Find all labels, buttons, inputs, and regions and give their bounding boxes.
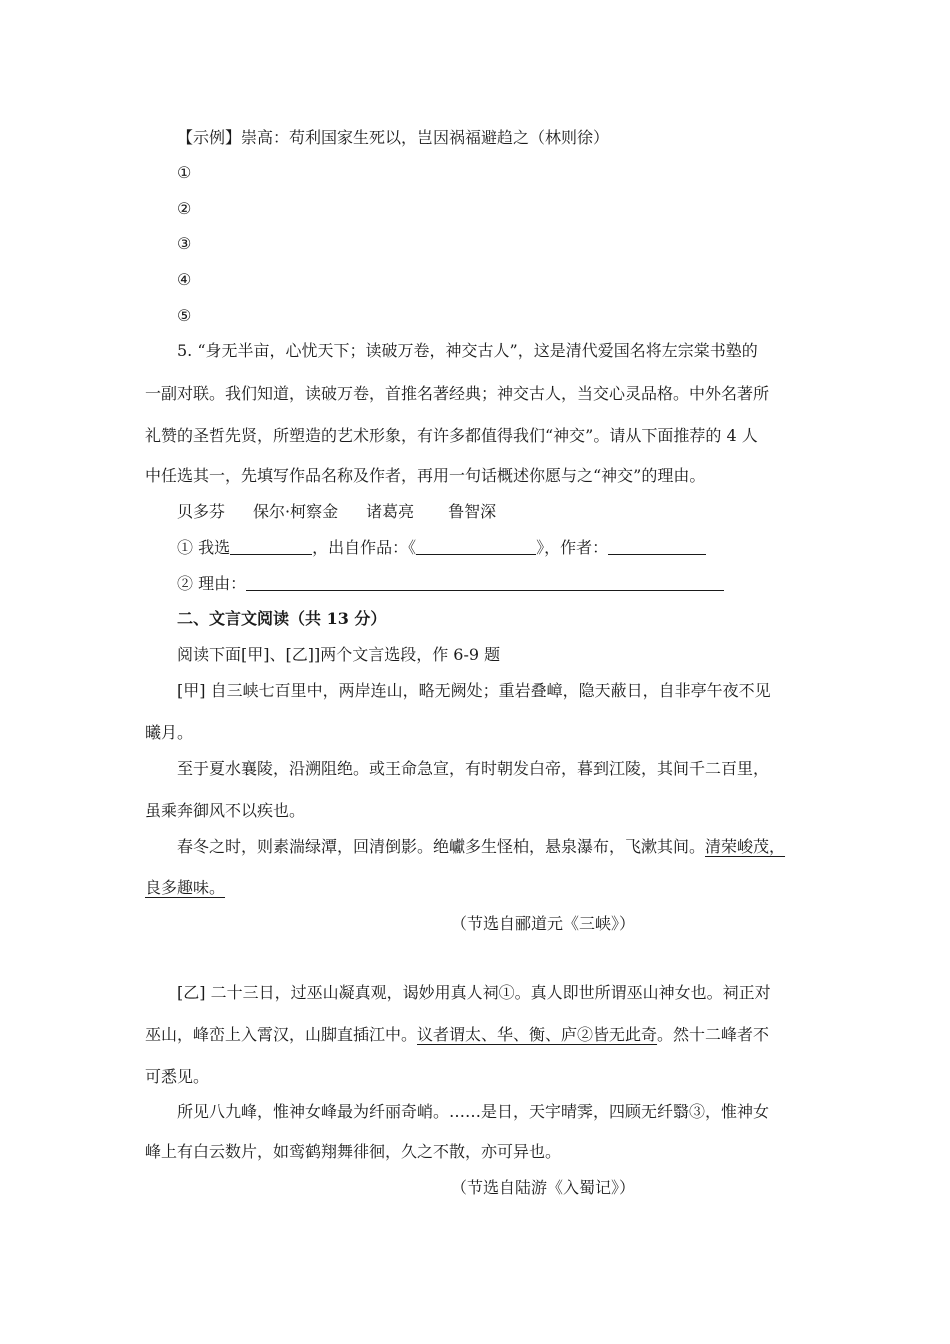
- name-option-lu-zhishen: 鲁智深: [448, 502, 497, 521]
- answer-slot-5: ⑤: [177, 306, 192, 325]
- fill-blank-work[interactable]: [416, 538, 536, 555]
- yi-p1-text-after: 。然十二峰者不: [657, 1025, 770, 1044]
- jia-p3-text: 春冬之时，则素湍绿潭，回清倒影。绝巘多生怪柏，悬泉瀑布，飞漱其间。: [177, 837, 706, 856]
- fill-label-reason: ② 理由：: [177, 574, 247, 593]
- q5-line-2: 一副对联。我们知道，读破万卷，首推名著经典；神交古人，当交心灵品格。中外名著所: [145, 384, 770, 403]
- jia-p3-line-2: [145, 877, 225, 899]
- answer-slot-4: ④: [177, 270, 192, 289]
- yi-p2-line-2: 峰上有白云数片，如鸾鹤翔舞徘徊，久之不散，亦可异也。: [145, 1142, 562, 1161]
- yi-p1-line-1: [乙] 二十三日，过巫山凝真观，谒妙用真人祠①。真人即世所谓巫山神女也。祠正对: [177, 983, 771, 1002]
- jia-underlined-phrase-1: 清荣峻茂，: [705, 837, 786, 856]
- jia-p2-line-1: 至于夏水襄陵，沿溯阻绝。或王命急宣，有时朝发白帝，暮到江陵，其间千二百里，: [177, 759, 770, 778]
- q5-fill-line-1: [177, 537, 706, 559]
- q5-line-3: 礼赞的圣哲先贤，所塑造的艺术形象，有许多都值得我们“神交”。请从下面推荐的 4 人: [145, 426, 758, 445]
- q5-line-1: 5. “身无半亩，心忧天下；读破万卷，神交古人”，这是清代爱国名将左宗棠书塾的: [177, 341, 758, 360]
- yi-p1-line-3: 可悉见。: [145, 1067, 210, 1086]
- yi-p1-line-2: [145, 1024, 769, 1046]
- fill-label-work: ，出自作品：《: [312, 538, 417, 557]
- answer-slot-2: ②: [177, 199, 192, 218]
- section-intro: 阅读下面[甲]、[乙]]两个文言选段，作 6-9 题: [177, 645, 501, 664]
- jia-p1-line-1: [甲] 自三峡七百里中，两岸连山，略无阙处；重岩叠嶂，隐天蔽日，自非亭午夜不见: [177, 681, 771, 700]
- fill-label-choose: ① 我选: [177, 538, 231, 557]
- jia-p3-line-1: [177, 836, 785, 858]
- name-option-beethoven: 贝多芬: [177, 502, 226, 521]
- jia-p2-line-2: 虽乘奔御风不以疾也。: [145, 801, 306, 820]
- name-option-zhuge-liang: 诸葛亮: [366, 502, 415, 521]
- section-heading: 二、文言文阅读（共 13 分）: [177, 609, 387, 628]
- jia-p1-line-2: 曦月。: [145, 723, 194, 742]
- yi-p2-line-1: 所见八九峰，惟神女峰最为纤丽奇峭。……是日，天宇晴霁，四顾无纤翳③，惟神女: [177, 1102, 770, 1121]
- jia-source: （节选自郦道元《三峡》）: [451, 914, 636, 933]
- fill-blank-author[interactable]: [608, 538, 706, 555]
- yi-underlined-sentence: 议者谓太、华、衡、庐②皆无此奇: [417, 1025, 658, 1044]
- answer-slot-3: ③: [177, 234, 192, 253]
- q5-name-options: [177, 501, 496, 523]
- fill-label-author: 》，作者：: [536, 538, 609, 557]
- q5-line-4: 中任选其一，先填写作品名称及作者，再用一句话概述你愿与之“神交”的理由。: [145, 466, 706, 485]
- fill-blank-person[interactable]: [230, 538, 312, 555]
- jia-underlined-phrase-2: 良多趣味。: [145, 878, 226, 897]
- name-option-pavel: 保尔·柯察金: [253, 502, 339, 521]
- answer-slot-1: ①: [177, 163, 192, 182]
- yi-source: （节选自陆游《入蜀记》）: [451, 1178, 636, 1197]
- example-line: 【示例】崇高：苟利国家生死以，岂因祸福避趋之（林则徐）: [177, 128, 610, 147]
- fill-blank-reason[interactable]: [246, 574, 724, 591]
- q5-fill-line-2: [177, 573, 724, 595]
- yi-p1-text-before: 巫山，峰峦上入霄汉，山脚直插江中。: [145, 1025, 418, 1044]
